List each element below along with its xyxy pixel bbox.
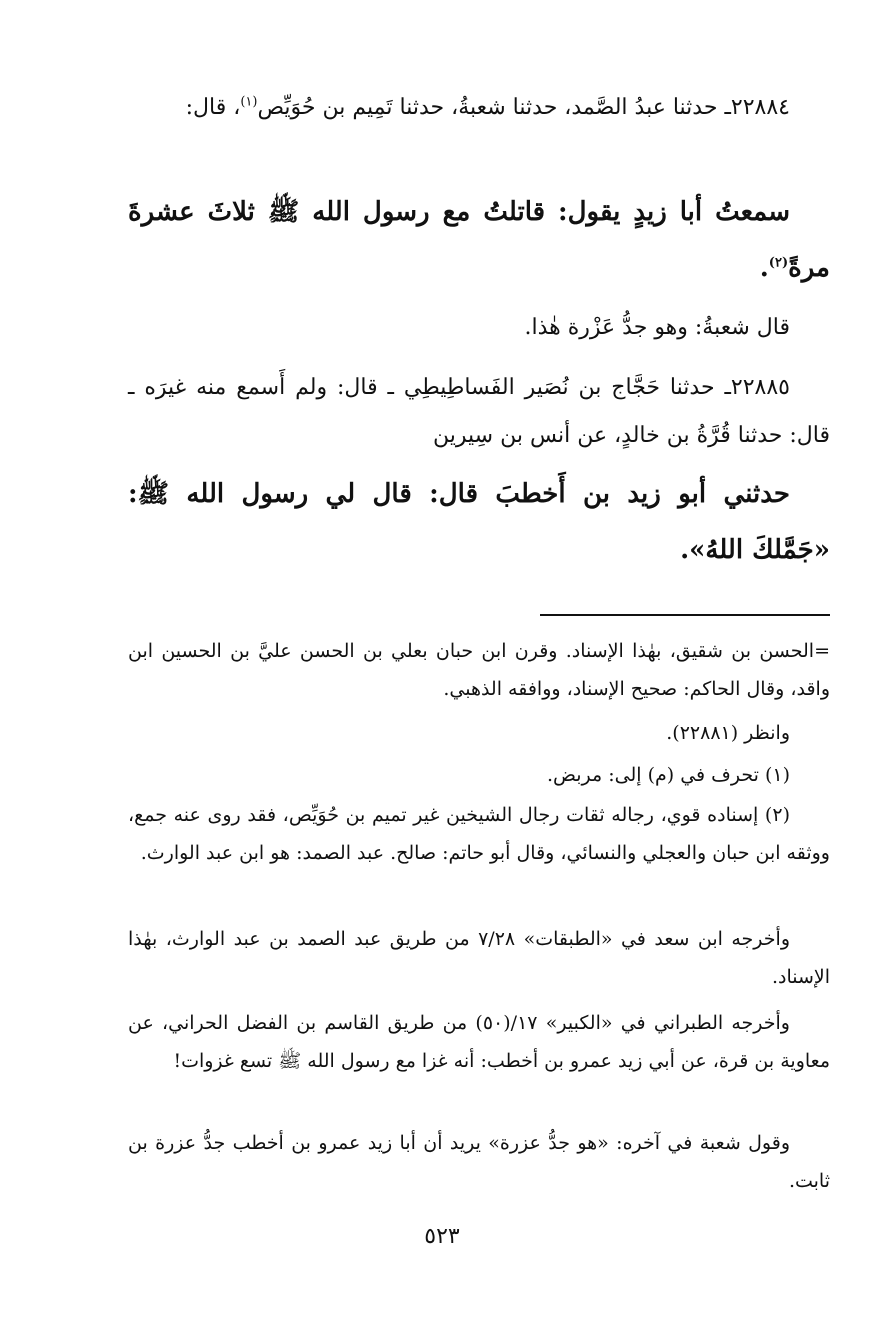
hadith-22884-matn-end: . [759, 253, 769, 283]
footnote-continued: =الحسن بن شقيق، بهٰذا الإسناد. وقرن ابن حبان بعلي بن الحسن عليَّ بن الحسين ابن واقد، وقال الحاكم: صحيح الإسناد، ووافقه الذهبي. [128, 640, 830, 700]
hadith-22884-isnad-end: ، قال: [185, 95, 241, 120]
footnote-2-ibn-saad: وأخرجه ابن سعد في «الطبقات» ٧/٢٨ من طريق عبد الصمد بن عبد الوارث، بهٰذا الإسناد. [128, 928, 830, 988]
footnote-2-shuba-statement: وقول شعبة في آخره: «هو جدُّ عزرة» يريد أن أبا زيد عمرو بن أخطب جدُّ عزرة بن ثابت. [128, 1132, 830, 1192]
footnote-divider [540, 614, 830, 616]
hadith-22885-isnad: ٢٢٨٨٥ـ حدثنا حَجَّاج بن نُصَير الفَساطِيطِي ـ قال: ولم أَسمع منه غيرَه ـ قال: حدثنا قُرَّةُ بن خالدٍ، عن أنس بن سِيرين [128, 375, 830, 448]
footnote-2: (٢) إسناده قوي، رجاله ثقات رجال الشيخين غير تميم بن حُوَيِّص، فقد روى عنه جمع، ووثقه ابن حبان والعجلي والنسائي، وقال أبو حاتم: صالح. عبد الصمد: هو ابن عبد الوارث. [128, 804, 830, 864]
shuba-comment: قال شعبةُ: وهو جدُّ عَزْرة هٰذا. [524, 315, 790, 340]
hadith-22884-matn-text: سمعتُ أبا زيدٍ يقول: قاتلتُ مع رسول الله ﷺ ثلاثَ عشرةَ مرةً [128, 197, 830, 283]
footnote-2-tabarani: وأخرجه الطبراني في «الكبير» ١٧/(٥٠) من طريق القاسم بن الفضل الحراني، عن معاوية بن قرة، عن أبي زيد عمرو بن أخطب: أنه غزا مع رسول الله ﷺ تسع غزوات! [128, 1012, 830, 1072]
hadith-22884-matn [128, 184, 830, 296]
footnote-ref-2: (٢) [768, 255, 789, 271]
hadith-22885-matn: حدثني أبو زيد بن أَخطبَ قال: قال لي رسول الله ﷺ: «جَمَّلكَ اللهُ». [128, 479, 830, 565]
page-number: ٥٢٣ [424, 1224, 460, 1249]
hadith-22884-isnad-text: ٢٢٨٨٤ـ حدثنا عبدُ الصَّمد، حدثنا شعبةُ، حدثنا تَمِيم بن حُوَيِّص [257, 95, 790, 120]
footnote-ref-1: (١) [240, 94, 258, 110]
hadith-22884-isnad [128, 84, 830, 132]
footnote-1: (١) تحرف في (م) إلى: مربض. [546, 764, 790, 786]
footnote-see-also: وانظر (٢٢٨٨١). [666, 722, 790, 744]
